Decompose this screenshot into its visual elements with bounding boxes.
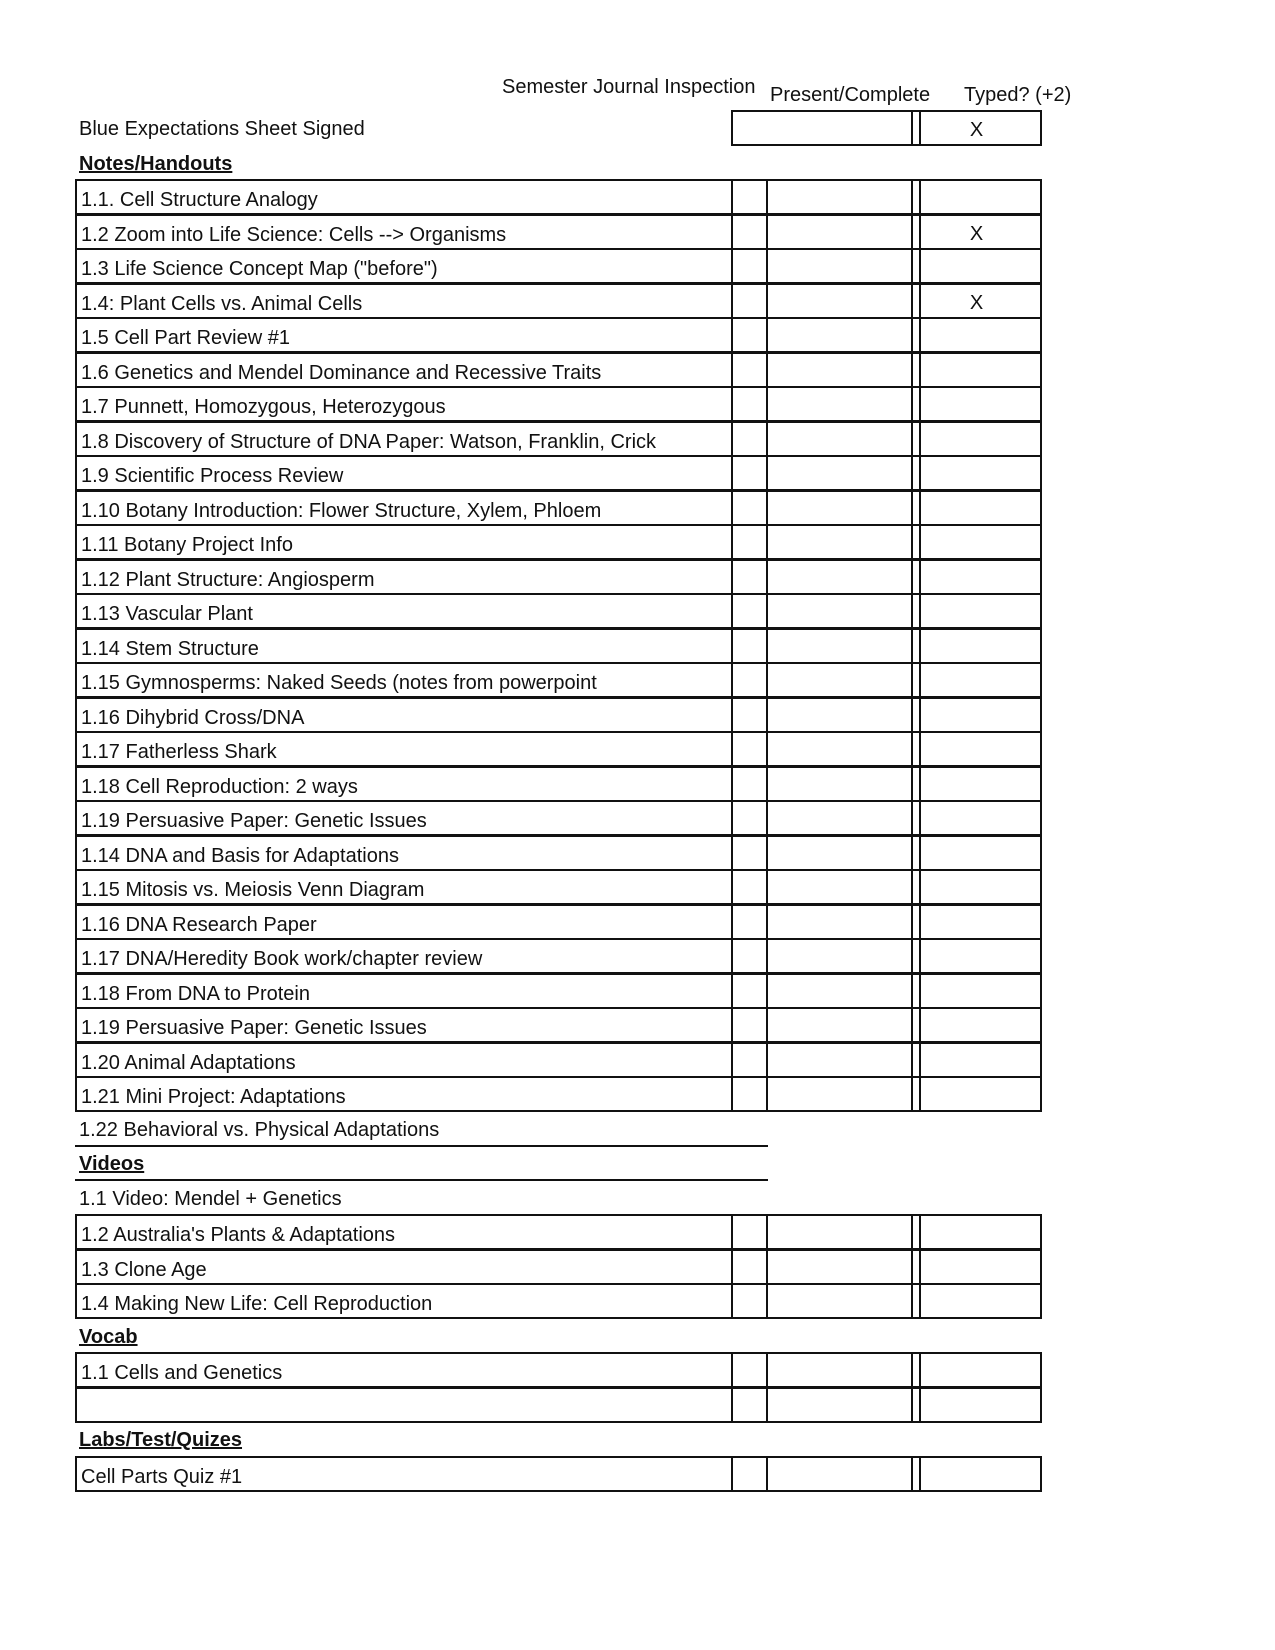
checklist-row <box>75 352 768 388</box>
typed-box[interactable] <box>911 766 1042 802</box>
checklist-row <box>75 697 768 733</box>
checklist-row <box>75 214 984 250</box>
checklist-row <box>75 1042 768 1078</box>
present-complete-box[interactable] <box>731 386 921 422</box>
typed-box[interactable] <box>911 110 1042 146</box>
typed-mark: X <box>969 222 984 245</box>
typed-box[interactable] <box>911 697 1042 733</box>
checklist-row <box>75 1111 768 1147</box>
present-complete-box[interactable] <box>731 110 921 146</box>
typed-box[interactable] <box>911 1456 1042 1492</box>
checklist-row <box>75 1387 768 1423</box>
row-label: 1.1 Video: Mendel + Genetics <box>79 1187 342 1210</box>
typed-box[interactable] <box>911 421 1042 457</box>
page-title: Semester Journal Inspection <box>502 76 756 98</box>
present-complete-box[interactable] <box>731 662 921 698</box>
present-complete-box[interactable] <box>731 869 921 905</box>
column-header-typed: Typed? (+2) <box>964 84 1072 106</box>
row-label: 1.19 Persuasive Paper: Genetic Issues <box>81 1017 427 1039</box>
typed-box[interactable] <box>911 1352 1042 1388</box>
typed-box[interactable] <box>911 559 1042 595</box>
present-complete-box[interactable] <box>731 1214 921 1250</box>
typed-box[interactable] <box>911 455 1042 491</box>
typed-box[interactable] <box>911 317 1042 353</box>
typed-box[interactable] <box>911 1042 1042 1078</box>
row-label: 1.1. Cell Structure Analogy <box>81 189 318 211</box>
typed-box[interactable] <box>911 1007 1042 1043</box>
typed-box[interactable] <box>911 973 1042 1009</box>
checklist-row <box>75 1076 768 1112</box>
present-complete-box[interactable] <box>731 938 921 974</box>
row-label: 1.13 Vascular Plant <box>81 603 253 625</box>
checklist-row <box>75 179 768 215</box>
checklist-row <box>75 973 768 1009</box>
typed-box[interactable] <box>911 179 1042 215</box>
checklist-row <box>75 559 768 595</box>
present-complete-box[interactable] <box>731 697 921 733</box>
row-label: 1.18 Cell Reproduction: 2 ways <box>81 775 358 798</box>
checklist-row <box>75 317 768 353</box>
checklist-row <box>75 386 768 422</box>
present-complete-box[interactable] <box>731 1456 921 1492</box>
checklist-row <box>75 1214 768 1250</box>
typed-box[interactable] <box>911 386 1042 422</box>
present-complete-box[interactable] <box>731 1042 921 1078</box>
row-label: Notes/Handouts <box>79 152 233 175</box>
checklist-row <box>75 421 768 457</box>
row-label: 1.12 Plant Structure: Angiosperm <box>81 568 375 591</box>
checklist-row <box>75 904 768 940</box>
checklist-row <box>75 1352 768 1388</box>
typed-box[interactable] <box>911 352 1042 388</box>
typed-box[interactable] <box>911 731 1042 767</box>
row-label: Videos <box>79 1153 145 1175</box>
present-complete-box[interactable] <box>731 731 921 767</box>
checklist-row <box>75 524 768 560</box>
typed-box[interactable] <box>911 1387 1042 1423</box>
typed-box[interactable] <box>911 248 1042 284</box>
typed-box[interactable] <box>911 1214 1042 1250</box>
checklist-row <box>75 1456 768 1492</box>
typed-box[interactable] <box>911 1076 1042 1112</box>
typed-box[interactable] <box>911 628 1042 664</box>
typed-mark: X <box>969 119 984 141</box>
typed-box[interactable] <box>911 524 1042 560</box>
row-label: 1.4 Making New Life: Cell Reproduction <box>81 1293 433 1315</box>
present-complete-box[interactable] <box>731 1076 921 1112</box>
checklist-row <box>75 248 768 284</box>
typed-box[interactable] <box>911 835 1042 871</box>
present-complete-box[interactable] <box>731 283 921 319</box>
typed-box[interactable] <box>911 593 1042 629</box>
row-label: 1.15 Gymnosperms: Naked Seeds (notes from powerpoint <box>81 672 597 694</box>
present-complete-box[interactable] <box>731 766 921 802</box>
checklist-row <box>75 283 984 319</box>
checklist-row <box>75 869 768 905</box>
typed-box[interactable] <box>911 214 1042 250</box>
present-complete-box[interactable] <box>731 1249 921 1285</box>
row-label: Labs/Test/Quizes <box>79 1429 243 1451</box>
checklist-row <box>75 938 768 974</box>
present-complete-box[interactable] <box>731 904 921 940</box>
row-label: 1.21 Mini Project: Adaptations <box>81 1086 346 1108</box>
present-complete-box[interactable] <box>731 1352 921 1388</box>
typed-box[interactable] <box>911 938 1042 974</box>
row-label: 1.7 Punnett, Homozygous, Heterozygous <box>81 396 446 418</box>
row-label: 1.17 DNA/Heredity Book work/chapter review <box>81 948 483 970</box>
present-complete-box[interactable] <box>731 317 921 353</box>
row-label: 1.2 Australia's Plants & Adaptations <box>81 1224 396 1246</box>
checklist-row <box>75 1007 768 1043</box>
row-label: 1.3 Clone Age <box>81 1258 207 1281</box>
row-label: 1.16 Dihybrid Cross/DNA <box>81 706 305 729</box>
row-label: 1.5 Cell Part Review #1 <box>81 327 290 349</box>
checklist-row <box>75 593 768 629</box>
present-complete-box[interactable] <box>731 352 921 388</box>
present-complete-box[interactable] <box>731 973 921 1009</box>
row-label: Vocab <box>79 1325 138 1348</box>
row-label: Blue Expectations Sheet Signed <box>79 118 365 140</box>
section-heading <box>75 1145 768 1181</box>
row-label: 1.17 Fatherless Shark <box>81 741 277 763</box>
checklist-row <box>75 1249 768 1285</box>
row-label: 1.2 Zoom into Life Science: Cells --> Organisms <box>81 223 507 246</box>
present-complete-box[interactable] <box>731 214 921 250</box>
row-label: 1.1 Cells and Genetics <box>81 1362 283 1384</box>
present-complete-box[interactable] <box>731 593 921 629</box>
typed-box[interactable] <box>911 662 1042 698</box>
checklist-row <box>75 628 768 664</box>
present-complete-box[interactable] <box>731 1387 921 1423</box>
checklist-row <box>75 1283 768 1319</box>
row-label: 1.16 DNA Research Paper <box>81 913 317 936</box>
present-complete-box[interactable] <box>731 455 921 491</box>
row-label: 1.18 From DNA to Protein <box>81 982 310 1005</box>
row-label: 1.10 Botany Introduction: Flower Structure, Xylem, Phloem <box>81 499 602 522</box>
checklist-row <box>75 731 768 767</box>
checklist-row <box>75 835 768 871</box>
row-label: 1.15 Mitosis vs. Meiosis Venn Diagram <box>81 879 425 901</box>
present-complete-box[interactable] <box>731 1283 921 1319</box>
present-complete-box[interactable] <box>731 628 921 664</box>
checklist-row <box>75 766 768 802</box>
present-complete-box[interactable] <box>731 179 921 215</box>
row-label: 1.20 Animal Adaptations <box>81 1051 296 1074</box>
present-complete-box[interactable] <box>731 1007 921 1043</box>
checklist-row <box>75 662 768 698</box>
row-label: 1.22 Behavioral vs. Physical Adaptations <box>79 1118 440 1141</box>
present-complete-box[interactable] <box>731 421 921 457</box>
present-complete-box[interactable] <box>731 248 921 284</box>
row-label: 1.8 Discovery of Structure of DNA Paper: Watson, Franklin, Crick <box>81 430 657 453</box>
present-complete-box[interactable] <box>731 524 921 560</box>
present-complete-box[interactable] <box>731 490 921 526</box>
present-complete-box[interactable] <box>731 835 921 871</box>
present-complete-box[interactable] <box>731 800 921 836</box>
checklist-row <box>75 490 768 526</box>
row-label: 1.19 Persuasive Paper: Genetic Issues <box>81 810 427 832</box>
typed-box[interactable] <box>911 490 1042 526</box>
typed-box[interactable] <box>911 869 1042 905</box>
row-label: 1.14 DNA and Basis for Adaptations <box>81 844 399 867</box>
row-label: 1.3 Life Science Concept Map ("before") <box>81 258 438 280</box>
typed-mark: X <box>969 291 984 314</box>
typed-box[interactable] <box>911 1249 1042 1285</box>
checklist-row <box>75 455 768 491</box>
row-label: 1.14 Stem Structure <box>81 637 259 660</box>
row-label: 1.11 Botany Project Info <box>81 534 293 556</box>
typed-box[interactable] <box>911 1283 1042 1319</box>
typed-box[interactable] <box>911 800 1042 836</box>
row-label: Cell Parts Quiz #1 <box>81 1465 243 1488</box>
typed-box[interactable] <box>911 904 1042 940</box>
column-header-present-complete: Present/Complete <box>770 84 931 106</box>
present-complete-box[interactable] <box>731 559 921 595</box>
typed-box[interactable] <box>911 283 1042 319</box>
row-label: 1.9 Scientific Process Review <box>81 465 344 487</box>
row-label: 1.4: Plant Cells vs. Animal Cells <box>81 292 363 315</box>
checklist-row <box>75 800 768 836</box>
row-label: 1.6 Genetics and Mendel Dominance and Recessive Traits <box>81 361 602 384</box>
